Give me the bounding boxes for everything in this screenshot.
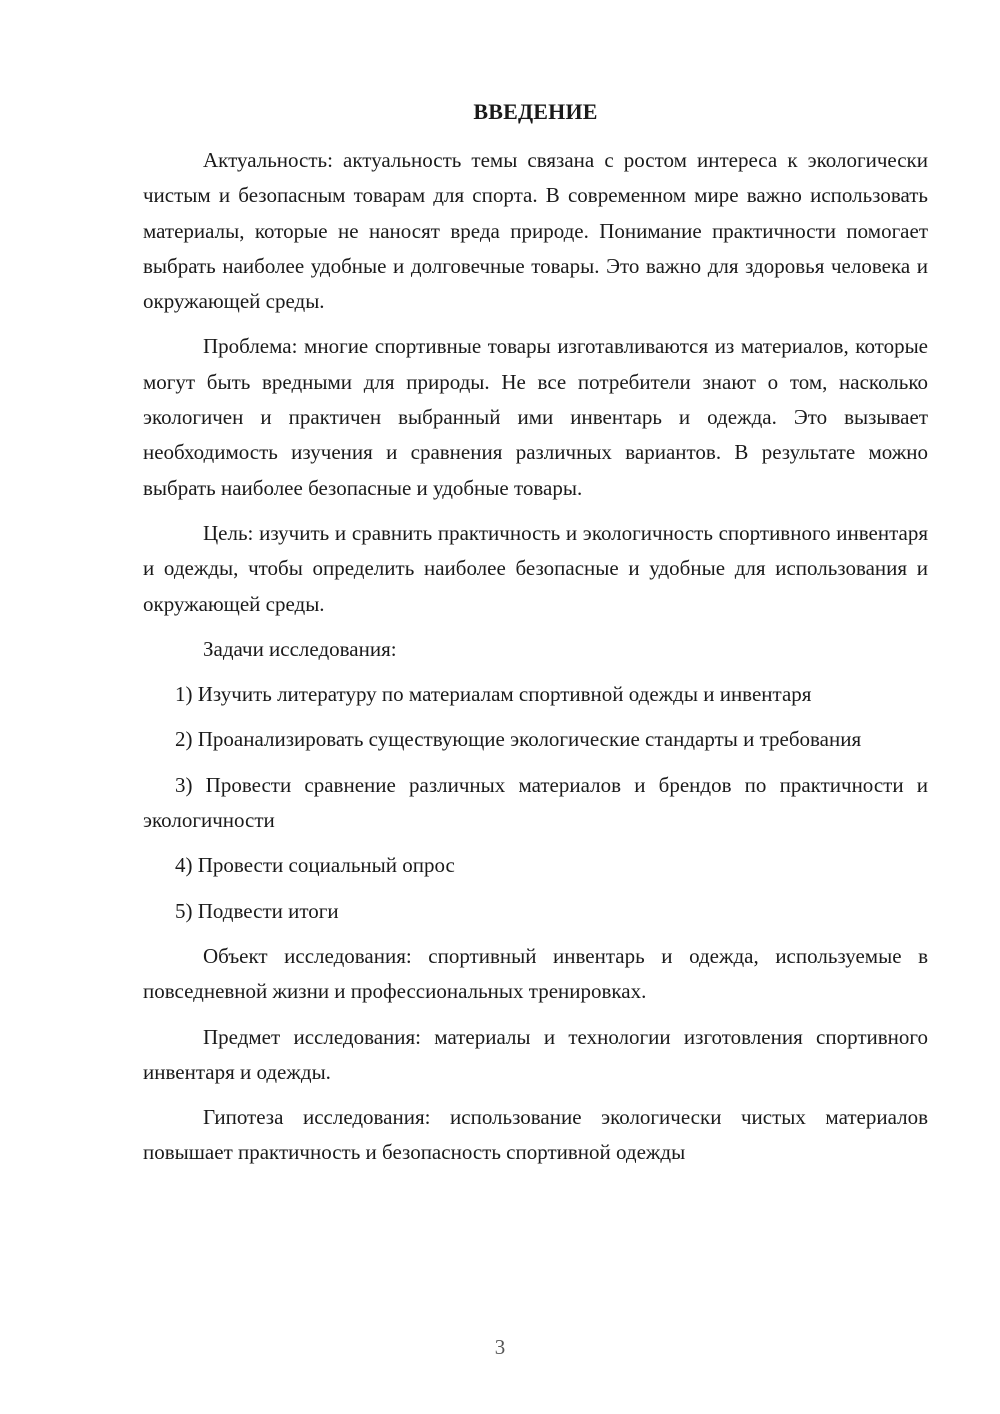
paragraph-goal: Цель: изучить и сравнить практичность и экологичность спортивного инвентаря и одежды, чтобы определить наиболее безопасные и удобные для использования и окружающей среды.	[143, 520, 928, 616]
list-item: 1) Изучить литературу по материалам спортивной одежды и инвентаря	[175, 682, 812, 707]
paragraph-hypothesis: Гипотеза исследования: использование экологически чистых материалов повышает практичность и безопасность спортивной одежды	[143, 1105, 928, 1165]
paragraph-object: Объект исследования: спортивный инвентарь и одежда, используемые в повседневной жизни и профессиональных тренировках.	[143, 943, 928, 1004]
list-item: 2) Проанализировать существующие экологические стандарты и требования	[175, 727, 862, 752]
paragraph-tasks-heading: Задачи исследования:	[203, 636, 397, 661]
task-list	[143, 677, 928, 929]
paragraph-subject: Предмет исследования: материалы и технологии изготовления спортивного инвентаря и одежды.	[143, 1024, 928, 1084]
list-item: 3) Провести сравнение различных материалов и брендов по практичности и экологичности	[143, 772, 928, 833]
paragraph-relevance: Актуальность: актуальность темы связана с ростом интереса к экологически чистым и безопасным товарам для спорта. В современном мире важно использовать материалы, которые не наносят вреда природе. Понимание практичности помогает выбрать наиболее удобные и долговечные товары. Это важно для здоровья человека и окружающей среды.	[143, 148, 928, 314]
list-item: 5) Подвести итоги	[175, 898, 339, 923]
page-number: 3	[494, 1335, 506, 1359]
document-body	[143, 94, 928, 1181]
list-item: 4) Провести социальный опрос	[175, 853, 455, 878]
section-title: ВВЕДЕНИЕ	[473, 99, 598, 124]
paragraph-problem: Проблема: многие спортивные товары изготавливаются из материалов, которые могут быть вредными для природы. Не все потребители знают о том, насколько экологичен и практичен выбранный ими инвентарь и одежда. Это вызывает необходимость изучения и сравнения различных вариантов. В результате можно выбрать наиболее безопасные и удобные товары.	[143, 334, 928, 500]
